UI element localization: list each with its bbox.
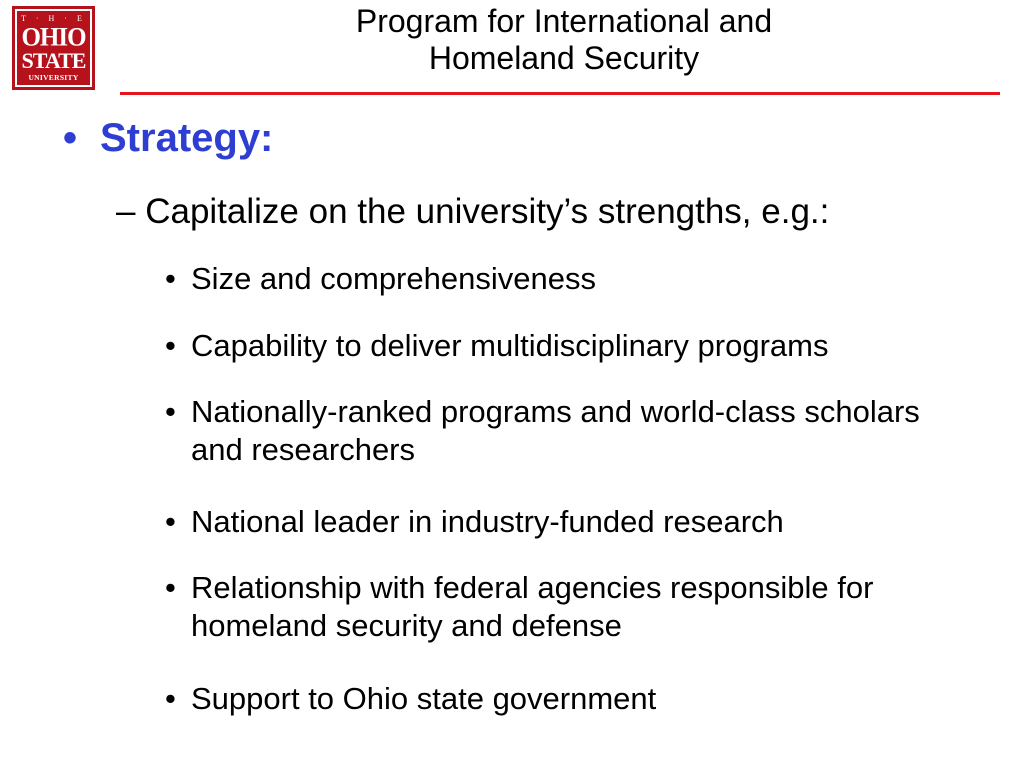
list-item-text: National leader in industry-funded research: [191, 504, 784, 539]
logo-mark: [15, 9, 92, 87]
list-bullet: •: [165, 328, 176, 363]
logo-ohio: OHIO: [21, 23, 86, 52]
sub-point-text: Capitalize on the university’s strengths, e.g.:: [145, 192, 830, 231]
list-item-text: Relationship with federal agencies responsible for homeland security and defense: [191, 570, 874, 643]
slide-title: [250, 3, 878, 77]
slide-title-line-2: Homeland Security: [428, 40, 700, 76]
list-bullet: •: [165, 681, 176, 716]
list-item: [165, 260, 995, 298]
logo-state: STATE: [21, 47, 86, 73]
heading-text: Strategy:: [100, 116, 274, 160]
list-item: [165, 393, 925, 469]
list-bullet: •: [165, 261, 176, 296]
list-item: [165, 503, 995, 541]
logo-university: UNIVERSITY: [28, 72, 79, 82]
list-item-text: Size and comprehensiveness: [191, 261, 596, 296]
slide-title-line-1: Program for International and: [355, 3, 773, 39]
list-bullet: •: [165, 394, 176, 429]
list-item-text: Nationally-ranked programs and world-class scholars and researchers: [191, 394, 920, 467]
title-divider: [120, 92, 1000, 95]
list-item-text: Capability to deliver multidisciplinary programs: [191, 328, 829, 363]
list-item: [165, 680, 995, 718]
list-item: [165, 327, 995, 365]
sub-point-dash: –: [116, 192, 136, 231]
university-logo: [12, 6, 95, 90]
heading-strategy: [63, 114, 273, 162]
list-item: [165, 569, 965, 645]
heading-bullet: •: [63, 116, 78, 160]
sub-point: [116, 191, 829, 233]
list-bullet: •: [165, 504, 176, 539]
logo-the: T · H · E: [21, 13, 86, 23]
list-bullet: •: [165, 570, 176, 605]
list-item-text: Support to Ohio state government: [191, 681, 657, 716]
